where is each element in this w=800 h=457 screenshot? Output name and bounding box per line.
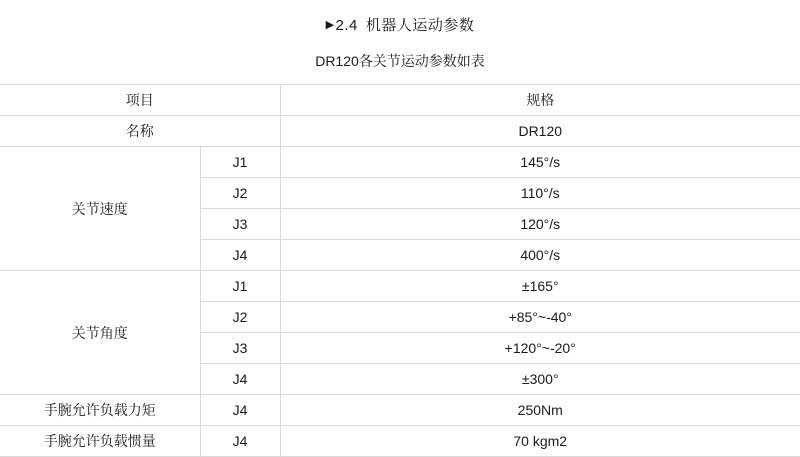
group-label-joint-speed: 关节速度 [0,147,200,271]
joint-cell: J4 [200,395,280,426]
joint-cell: J4 [200,364,280,395]
table-row [0,426,800,457]
bullet-marker-icon: ▶ [325,19,335,31]
section-number: 2.4 [335,17,358,34]
joint-cell: J2 [200,302,280,333]
table-row [0,395,800,426]
joint-cell: J3 [200,209,280,240]
joint-cell: J3 [200,333,280,364]
table-header-item: 项目 [0,85,280,116]
value-cell: 110°/s [280,178,800,209]
joint-cell: J4 [200,240,280,271]
table-header-spec: 规格 [280,85,800,116]
value-cell: +85°~-40° [280,302,800,333]
row-label-wrist-inertia: 手腕允许负载惯量 [0,426,200,457]
section-title: 机器人运动参数 [365,17,475,34]
table-row [0,147,800,178]
row-label-name: 名称 [0,116,280,147]
value-cell: +120°~-20° [280,333,800,364]
row-value-name: DR120 [280,116,800,147]
value-cell: ±300° [280,364,800,395]
group-label-joint-angle: 关节角度 [0,271,200,395]
value-cell: 145°/s [280,147,800,178]
value-cell: 250Nm [280,395,800,426]
value-cell: 70 kgm2 [280,426,800,457]
table-row [0,116,800,147]
joint-motion-parameters-table [0,84,800,457]
value-cell: 400°/s [280,240,800,271]
value-cell: 120°/s [280,209,800,240]
table-header-row [0,85,800,116]
joint-cell: J1 [200,271,280,302]
joint-cell: J2 [200,178,280,209]
section-heading [0,0,800,35]
joint-cell: J1 [200,147,280,178]
table-caption: DR120各关节运动参数如表 [315,53,485,69]
table-row [0,271,800,302]
value-cell: ±165° [280,271,800,302]
joint-cell: J4 [200,426,280,457]
row-label-wrist-torque: 手腕允许负载力矩 [0,395,200,426]
